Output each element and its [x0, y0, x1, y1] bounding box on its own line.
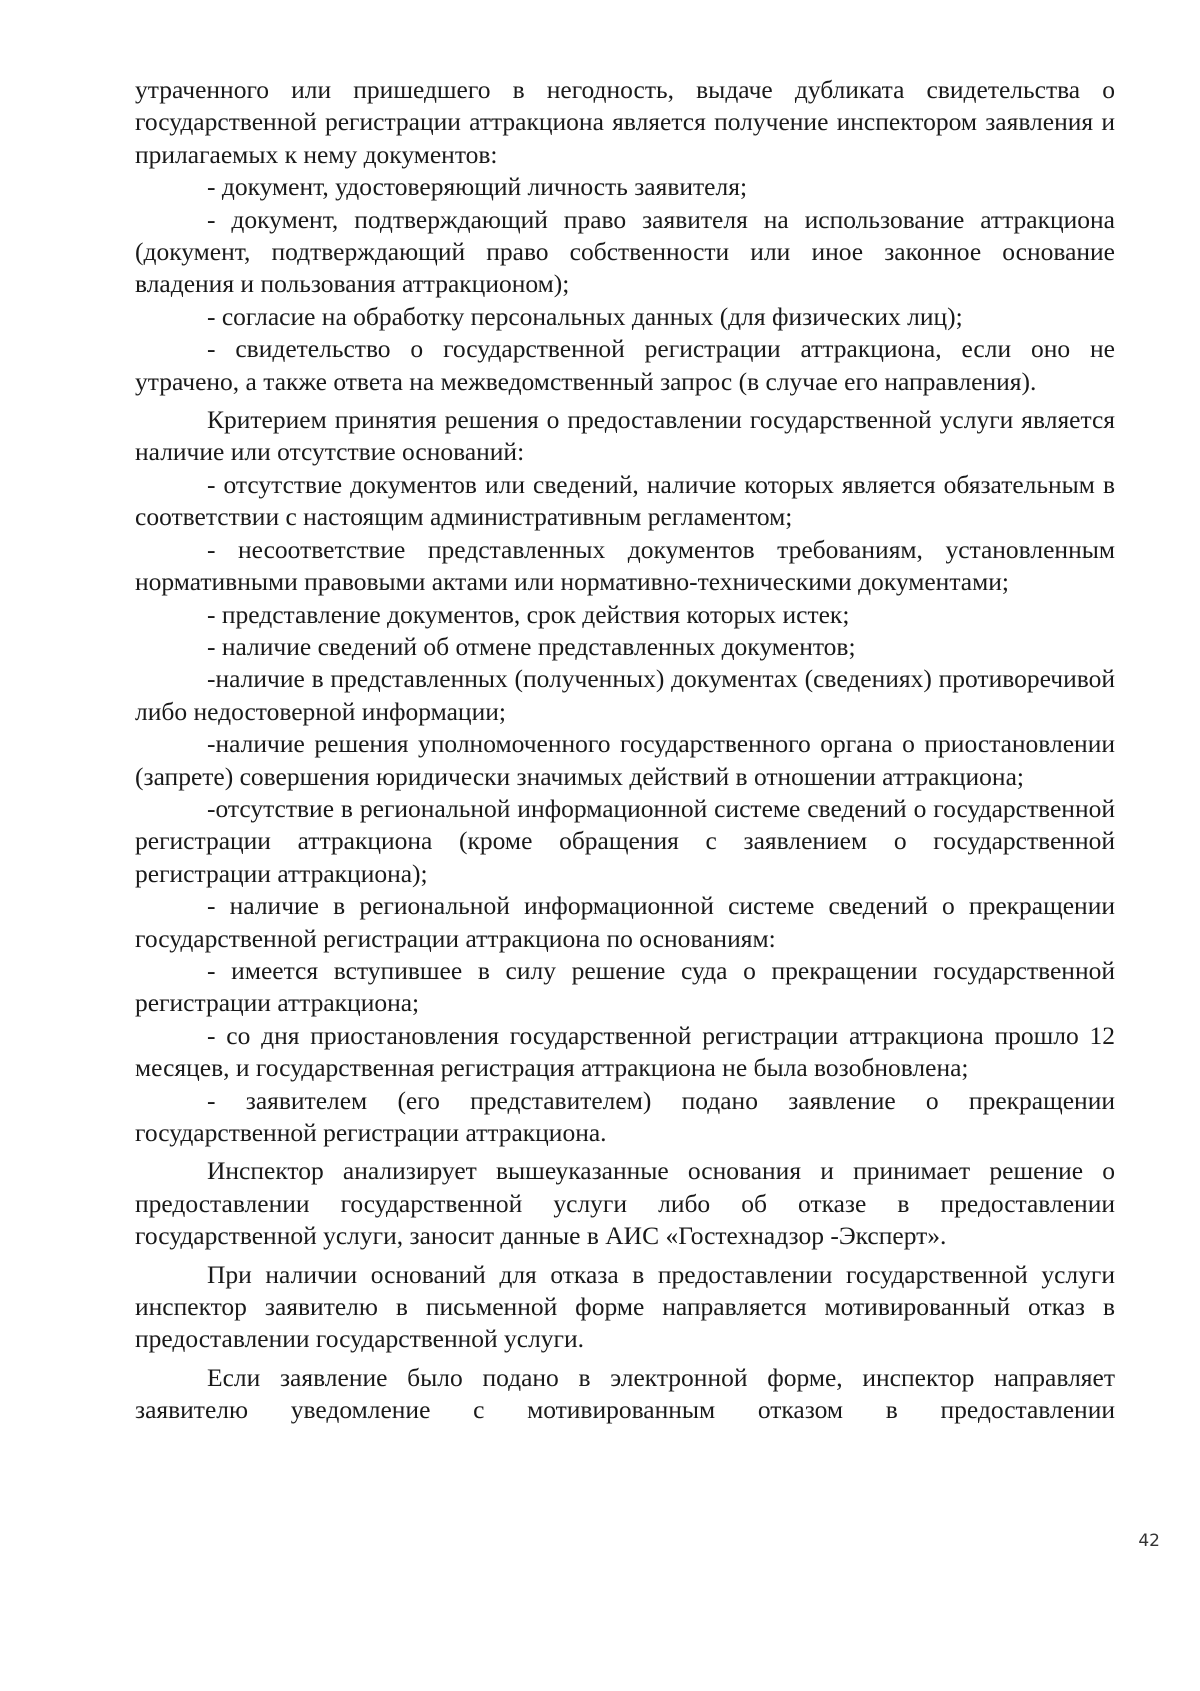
page-number: 42 [1138, 1531, 1160, 1551]
list-item: - наличие сведений об отмене представленных документов; [207, 631, 856, 661]
list-item: -отсутствие в региональной информационной системе сведений о государственной регистрации аттракциона (кроме обращения с заявлением о государственной регистрации аттракциона); [135, 793, 1115, 888]
list-item: - отсутствие документов или сведений, наличие которых является обязательным в соответствии с настоящим административным регламентом; [135, 469, 1115, 532]
list-item: - со дня приостановления государственной регистрации аттракциона прошло 12 месяцев, и государственная регистрация аттракциона не была возобновлена; [135, 1020, 1115, 1083]
paragraph: Если заявление было подано в электронной форме, инспектор направляет заявителю уведомление с мотивированным отказом в предоставлении [135, 1362, 1115, 1425]
list-item: - документ, удостоверяющий личность заявителя; [207, 172, 748, 202]
list-item: - имеется вступившее в силу решение суда о прекращении государственной регистрации аттракциона; [135, 955, 1115, 1018]
list-item: -наличие решения уполномоченного государственного органа о приостановлении (запрете) совершения юридически значимых действий в отношении аттракциона; [135, 729, 1115, 791]
paragraph: Критерием принятия решения о предоставлении государственной услуги является наличие или отсутствие оснований: [135, 405, 1115, 467]
list-item: - свидетельство о государственной регистрации аттракциона, если оно не утрачено, а также ответа на межведомственный запрос (в случае его направления). [135, 334, 1115, 396]
paragraph: Инспектор анализирует вышеуказанные основания и принимает решение о предоставлении государственной услуги либо об отказе в предоставлении государственной услуги, заносит данные в АИС «Гостехнадзор -Эксперт». [135, 1156, 1115, 1251]
list-item: - согласие на обработку персональных данных (для физических лиц); [207, 301, 963, 331]
document-body [135, 74, 1115, 1427]
list-item: - наличие в региональной информационной системе сведений о прекращении государственной регистрации аттракциона по основаниям: [135, 891, 1115, 953]
paragraph: При наличии оснований для отказа в предоставлении государственной услуги инспектор заявителю в письменной форме направляется мотивированный отказ в предоставлении государственной услуги. [135, 1259, 1115, 1354]
list-item: - несоответствие представленных документов требованиям, установленным нормативными правовыми актами или нормативно-техническими документами; [135, 534, 1115, 597]
list-item: - документ, подтверждающий право заявителя на использование аттракциона (документ, подтверждающий право собственности или иное законное основание владения и пользования аттракционом); [135, 204, 1115, 299]
list-item: - представление документов, срок действия которых истек; [207, 599, 850, 629]
list-item: -наличие в представленных (полученных) документах (сведениях) противоречивой либо недостоверной информации; [135, 664, 1115, 726]
paragraph: утраченного или пришедшего в негодность, выдаче дубликата свидетельства о государственной регистрации аттракциона является получение инспектором заявления и прилагаемых к нему документов: [135, 75, 1115, 169]
list-item: - заявителем (его представителем) подано заявление о прекращении государственной регистрации аттракциона. [135, 1085, 1115, 1147]
